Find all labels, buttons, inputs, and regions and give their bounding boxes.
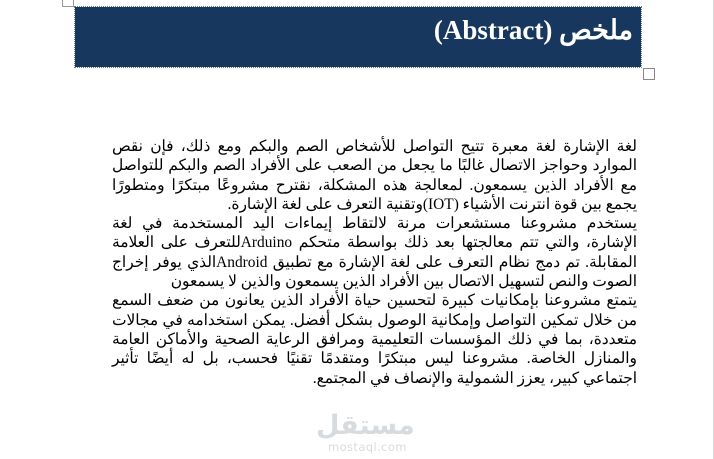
watermark-arabic-logo: مستقل	[316, 410, 415, 441]
abstract-body[interactable]	[112, 137, 637, 388]
paragraph-method: يستخدم مشروعنا مستشعرات مرنة لالتقاط إيماءات اليد المستخدمة في لغة الإشارة، والتي تتم معالجتها بعد ذلك بواسطة متحكم Arduinoللتعرف على العلامة المقابلة. تم دمج نظام التعرف على لغة الإشارة مع تطبيق Androidالذي يوفر إخراج الصوت والنص لتسهيل الاتصال بين الأفراد الذين يسمعون والذين لا يسمعون	[112, 215, 638, 291]
resize-handle[interactable]	[643, 68, 655, 80]
abstract-banner[interactable]	[75, 7, 641, 67]
paragraph-intro: لغة الإشارة لغة معبرة تتيح التواصل للأشخاص الصم والبكم ومع ذلك، فإن نقص الموارد وحواجز الاتصال غالبًا ما يجعل من الصعب على الأفراد الصم والبكم للتواصل مع الأفراد الذين يسمعون. لمعالجة هذه المشكلة، نقترح مشروعًا مبتكرًا ومتطورًا يجمع بين قوة انترنت الأشياء (IOT)وتقنية التعرف على لغة الإشارة.	[112, 138, 637, 213]
anchor-handle[interactable]	[62, 0, 74, 7]
abstract-title: ملخص (Abstract)	[433, 15, 633, 45]
paragraph-impact: يتمتع مشروعنا بإمكانيات كبيرة لتحسين حياة الأفراد الذين يعانون من ضعف السمع من خلال تمكين التواصل وإمكانية الوصول بشكل أفضل. يمكن استخدامه في مجالات متعددة، بما في ذلك المؤسسات التعليمية ومرافق الرعاية الصحية والأماكن العامة والمنازل الخاصة. مشروعنا ليس مبتكرًا ومتقدمًا تقنيًا فحسب، بل له أيضًا تأثير اجتماعي كبير، يعزز الشمولية والإنصاف في المجتمع.	[112, 292, 637, 387]
mostaql-watermark	[310, 410, 430, 454]
watermark-latin-logo: mostaql.com	[328, 440, 407, 454]
